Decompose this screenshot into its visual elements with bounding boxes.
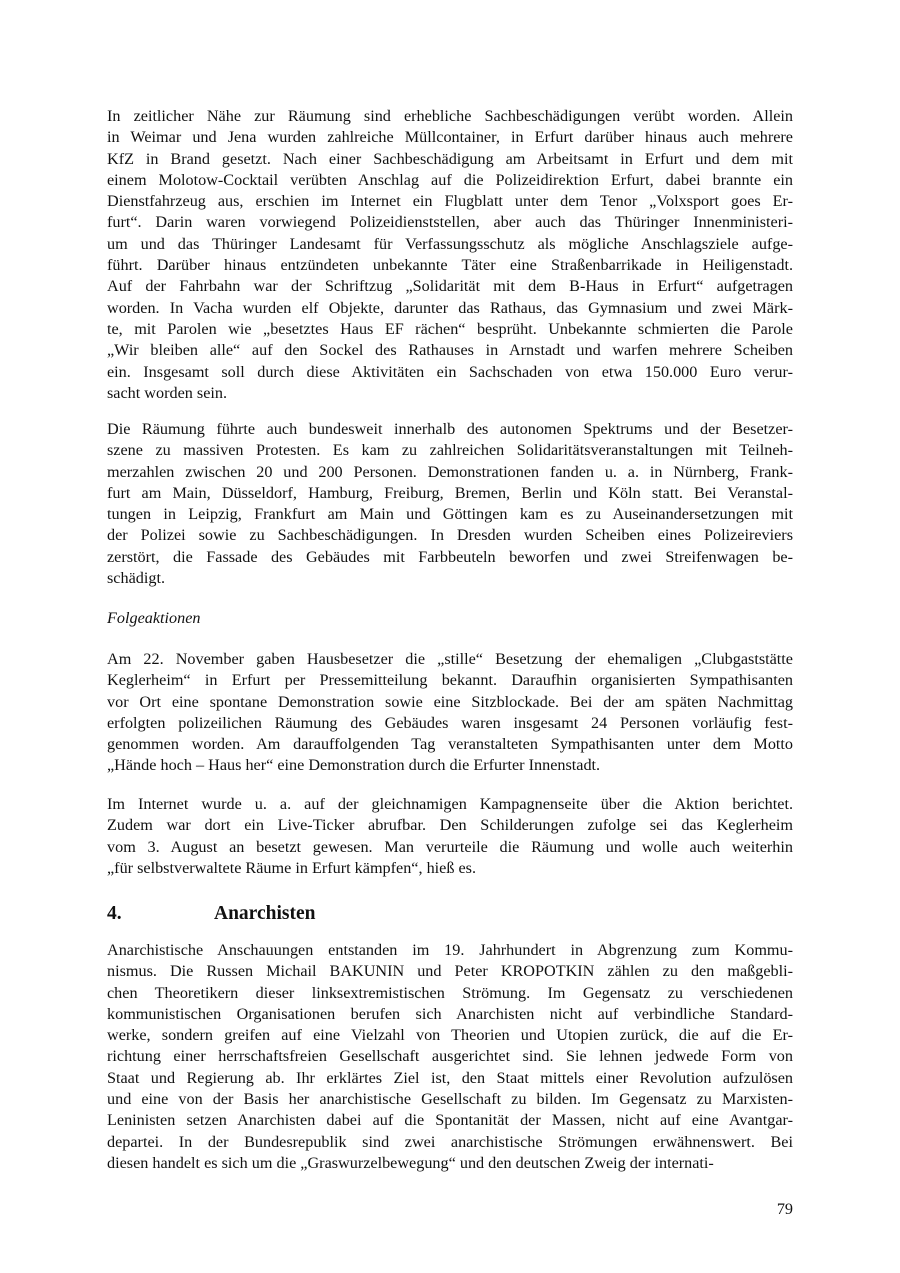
text-line: Keglerheim“ in Erfurt per Pressemitteilung bekannt. Daraufhin organisierten Sympathisanten [107,671,793,690]
text-line: um und das Thüringer Landesamt für Verfassungsschutz als mögliche Anschlagsziele aufge- [107,234,793,253]
text-line: schädigt. [107,569,165,588]
text-line: führt. Darüber hinaus entzündeten unbekannte Täter eine Straßenbarrikade in Heiligenstadt. [107,256,793,275]
text-line: merzahlen zwischen 20 und 200 Personen. Demonstrationen fanden u. a. in Nürnberg, Frank- [107,462,793,481]
text-line: te, mit Parolen wie „besetztes Haus EF rächen“ besprüht. Unbekannte schmierten die Parole [107,319,793,338]
page-number: 79 [776,1200,793,1218]
text-line: sacht worden sein. [107,383,228,402]
text-line: Auf der Fahrbahn war der Schriftzug „Solidarität mit dem B-Haus in Erfurt“ aufgetragen [107,277,793,296]
text-line: werke, sondern greifen auf eine Vielzahl von Theorien und Utopien zurück, die auf die Er- [107,1026,793,1045]
text-line: vom 3. August an besetzt gewesen. Man verurteile die Räumung und wolle auch weiterhin [107,837,793,856]
paragraph-internet-campaign [107,794,793,879]
text-line: einem Molotow-Cocktail verübten Anschlag auf die Polizeidirektion Erfurt, dabei brannte ein [107,170,793,189]
text-line: zerstört, die Fassade des Gebäudes mit Farbbeuteln beworfen und zwei Streifenwagen be- [107,547,793,566]
text-line: Dienstfahrzeug aus, erschien im Internet ein Flugblatt unter dem Tenor „Volxsport goes Er- [107,192,793,211]
text-line: kommunistischen Organisationen berufen sich Anarchisten nicht auf verbindliche Standard- [107,1004,793,1023]
text-line: departei. In der Bundesrepublik sind zwei anarchistische Strömungen erwähnenswert. Bei [107,1132,793,1151]
section-title: Anarchisten [214,903,316,924]
text-line: Im Internet wurde u. a. auf der gleichnamigen Kampagnenseite über die Aktion berichtet. [107,795,793,813]
text-line: KfZ in Brand gesetzt. Nach einer Sachbeschädigung am Arbeitsamt in Erfurt und dem mit [107,149,793,168]
paragraph-property-damage [107,106,793,404]
text-line: ein. Insgesamt soll durch diese Aktivitäten ein Sachschaden von etwa 150.000 Euro verur- [107,362,793,381]
text-line: Zudem war dort ein Live-Ticker abrufbar. Den Schilderungen zufolge sei das Keglerheim [107,816,793,835]
text-line: Staat und Regierung ab. Ihr erklärtes Ziel ist, den Staat mittels einer Revolution aufzulösen [107,1068,793,1087]
text-line: nismus. Die Russen Michail BAKUNIN und Peter KROPOTKIN zählen zu den maßgebli- [107,962,793,981]
text-line: worden. In Vacha wurden elf Objekte, darunter das Rathaus, das Gymnasium und zwei Märk- [107,298,793,317]
text-line: vor Ort eine spontane Demonstration sowie eine Sitzblockade. Bei der am späten Nachmittag [107,692,793,711]
subheading-folgeaktionen: Folgeaktionen [107,609,201,627]
text-line: der Polizei sowie zu Sachbeschädigungen. In Dresden wurden Scheiben eines Polizeireviers [107,526,793,545]
text-line: furt am Main, Düsseldorf, Hamburg, Freiburg, Bremen, Berlin und Köln statt. Bei Veranstal- [107,483,793,502]
text-line: szene zu massiven Protesten. Es kam zu zahlreichen Solidaritätsveranstaltungen mit Teilneh- [107,441,793,460]
text-line: Am 22. November gaben Hausbesetzer die „stille“ Besetzung der ehemaligen „Clubgaststätte [107,650,793,668]
text-line: tungen in Leipzig, Frankfurt am Main und Göttingen kam es zu Auseinandersetzungen mit [107,505,793,524]
text-line: Anarchistische Anschauungen entstanden im 19. Jahrhundert in Abgrenzung zum Kommu- [107,941,793,959]
text-line: In zeitlicher Nähe zur Räumung sind erhebliche Sachbeschädigungen verübt worden. Allein [107,107,793,125]
text-line: genommen worden. Am darauffolgenden Tag veranstalteten Sympathisanten unter dem Motto [107,735,793,754]
text-line: richtung einer herrschaftsfreien Gesellschaft ausgerichtet sind. Sie lehnen jedwede Form von [107,1047,793,1066]
text-line: Leninisten setzen Anarchisten dabei auf die Spontanität der Massen, nicht auf eine Avantgar- [107,1111,793,1130]
text-line: in Weimar und Jena wurden zahlreiche Müllcontainer, in Erfurt darüber hinaus auch mehrere [107,128,793,147]
text-line: diesen handelt es sich um die „Graswurzelbewegung“ und den deutschen Zweig der internati- [107,1153,714,1172]
text-line: Die Räumung führte auch bundesweit innerhalb des autonomen Spektrums und der Besetzer- [107,420,793,438]
paragraph-occupation-keglerheim [107,649,793,777]
text-line: „Hände hoch – Haus her“ eine Demonstration durch die Erfurter Innenstadt. [107,756,601,775]
paragraph-nationwide-protests [107,419,793,589]
paragraph-anarchism-intro [107,940,793,1174]
text-line: furt“. Darin waren vorwiegend Polizeidienststellen, aber auch das Thüringer Innenministeri- [107,213,793,232]
text-line: chen Theoretikern dieser linksextremistischen Strömung. Im Gegensatz zu verschiedenen [107,983,793,1002]
text-line: erfolgten polizeilichen Räumung des Gebäudes waren insgesamt 24 Personen vorläufig fest- [107,713,793,732]
text-line: „für selbstverwaltete Räume in Erfurt kämpfen“, hieß es. [107,858,477,877]
text-line: und eine von der Basis her anarchistische Gesellschaft zu bilden. Im Gegensatz zu Marxisten- [107,1090,793,1109]
text-line: „Wir bleiben alle“ auf den Sockel des Rathauses in Arnstadt und warfen mehrere Scheiben [107,341,793,360]
section-number: 4. [107,903,122,924]
